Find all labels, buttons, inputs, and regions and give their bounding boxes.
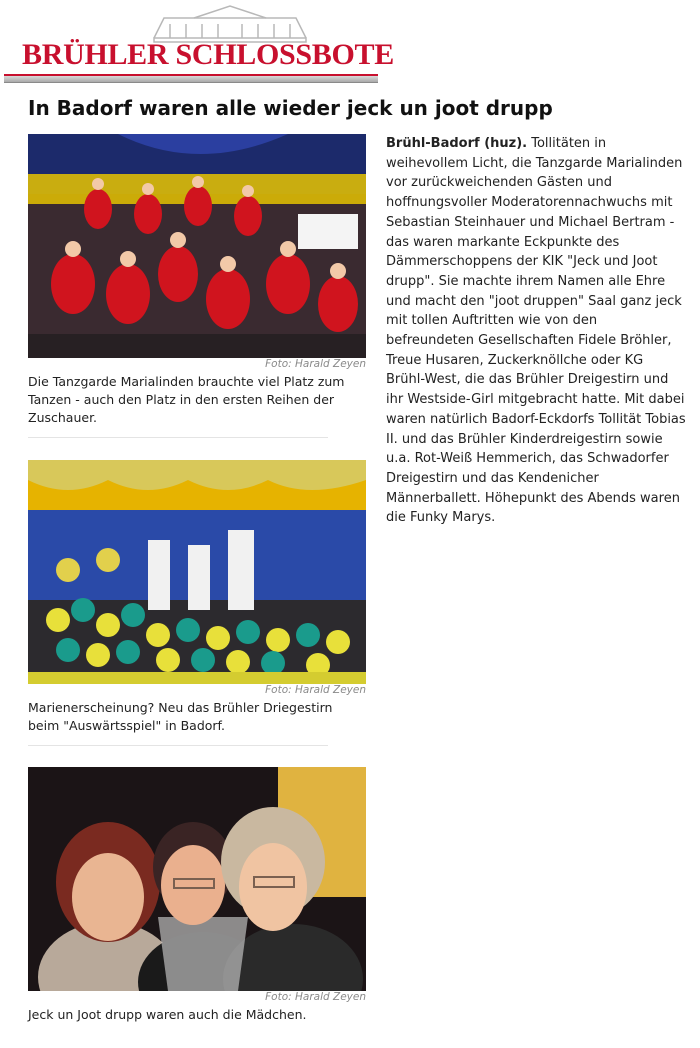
photo-credit: Foto: Harald Zeyen — [265, 684, 366, 696]
photo-credit: Foto: Harald Zeyen — [265, 358, 366, 370]
article-lead: Brühl-Badorf (huz). — [386, 136, 528, 151]
caption-divider — [28, 437, 328, 438]
photo-block-3 — [28, 767, 366, 1024]
masthead-rule — [4, 76, 378, 83]
masthead[interactable] — [4, 4, 394, 84]
article-body — [386, 134, 686, 528]
photo-dreigestirn-stage[interactable] — [28, 460, 366, 684]
photo-caption: Jeck un Joot drupp waren auch die Mädchen. — [28, 1007, 307, 1022]
article-text: Tollitäten in weihevollem Licht, die Tanzgarde Marialinden vor zurückweichenden Gästen und hoffnungsvoller Moderatorennachwuchs mit Sebastian Steinhauer und Michael Bertram - das waren markante Eckpunkte des Dämmerschoppens der KIK "Jeck und Joot drupp". Sie machte ihrem Namen alle Ehre und macht den "joot druppen" Saal ganz jeck mit tollen Auftritten wie von den befreundeten Gesellschaften Fidele Bröhler, Treue Husaren, Zuckerknöllche oder KG Brühl-West, die das Brühler Dreigestirn und ihr Westside-Girl mitgebracht hatte. Mit dabei waren natürlich Badorf-Eckdorfs Tollität Tobias II. und das Brühler Kinderdreigestirn sowie u.a. Rot-Weiß Hemmerich, das Schwadorfer Dreigestirn und das Kendenicher Männerballett. Höhepunkt des Abends waren die Funky Marys. — [386, 136, 686, 526]
photo-three-women[interactable] — [28, 767, 366, 991]
photo-block-1 — [28, 134, 366, 438]
photo-block-2 — [28, 460, 366, 746]
photo-caption: Marienerscheinung? Neu das Brühler Driegestirn beim "Auswärtsspiel" in Badorf. — [28, 700, 333, 733]
article-headline: In Badorf waren alle wieder jeck un joot drupp — [28, 96, 553, 120]
photo-credit: Foto: Harald Zeyen — [265, 991, 366, 1003]
photo-dance-group[interactable] — [28, 134, 366, 358]
caption-divider — [28, 745, 328, 746]
masthead-title: BRÜHLER SCHLOSSBOTE — [22, 38, 394, 71]
photo-caption: Die Tanzgarde Marialinden brauchte viel Platz zum Tanzen - auch den Platz in den ersten Reihen der Zuschauer. — [28, 374, 345, 425]
